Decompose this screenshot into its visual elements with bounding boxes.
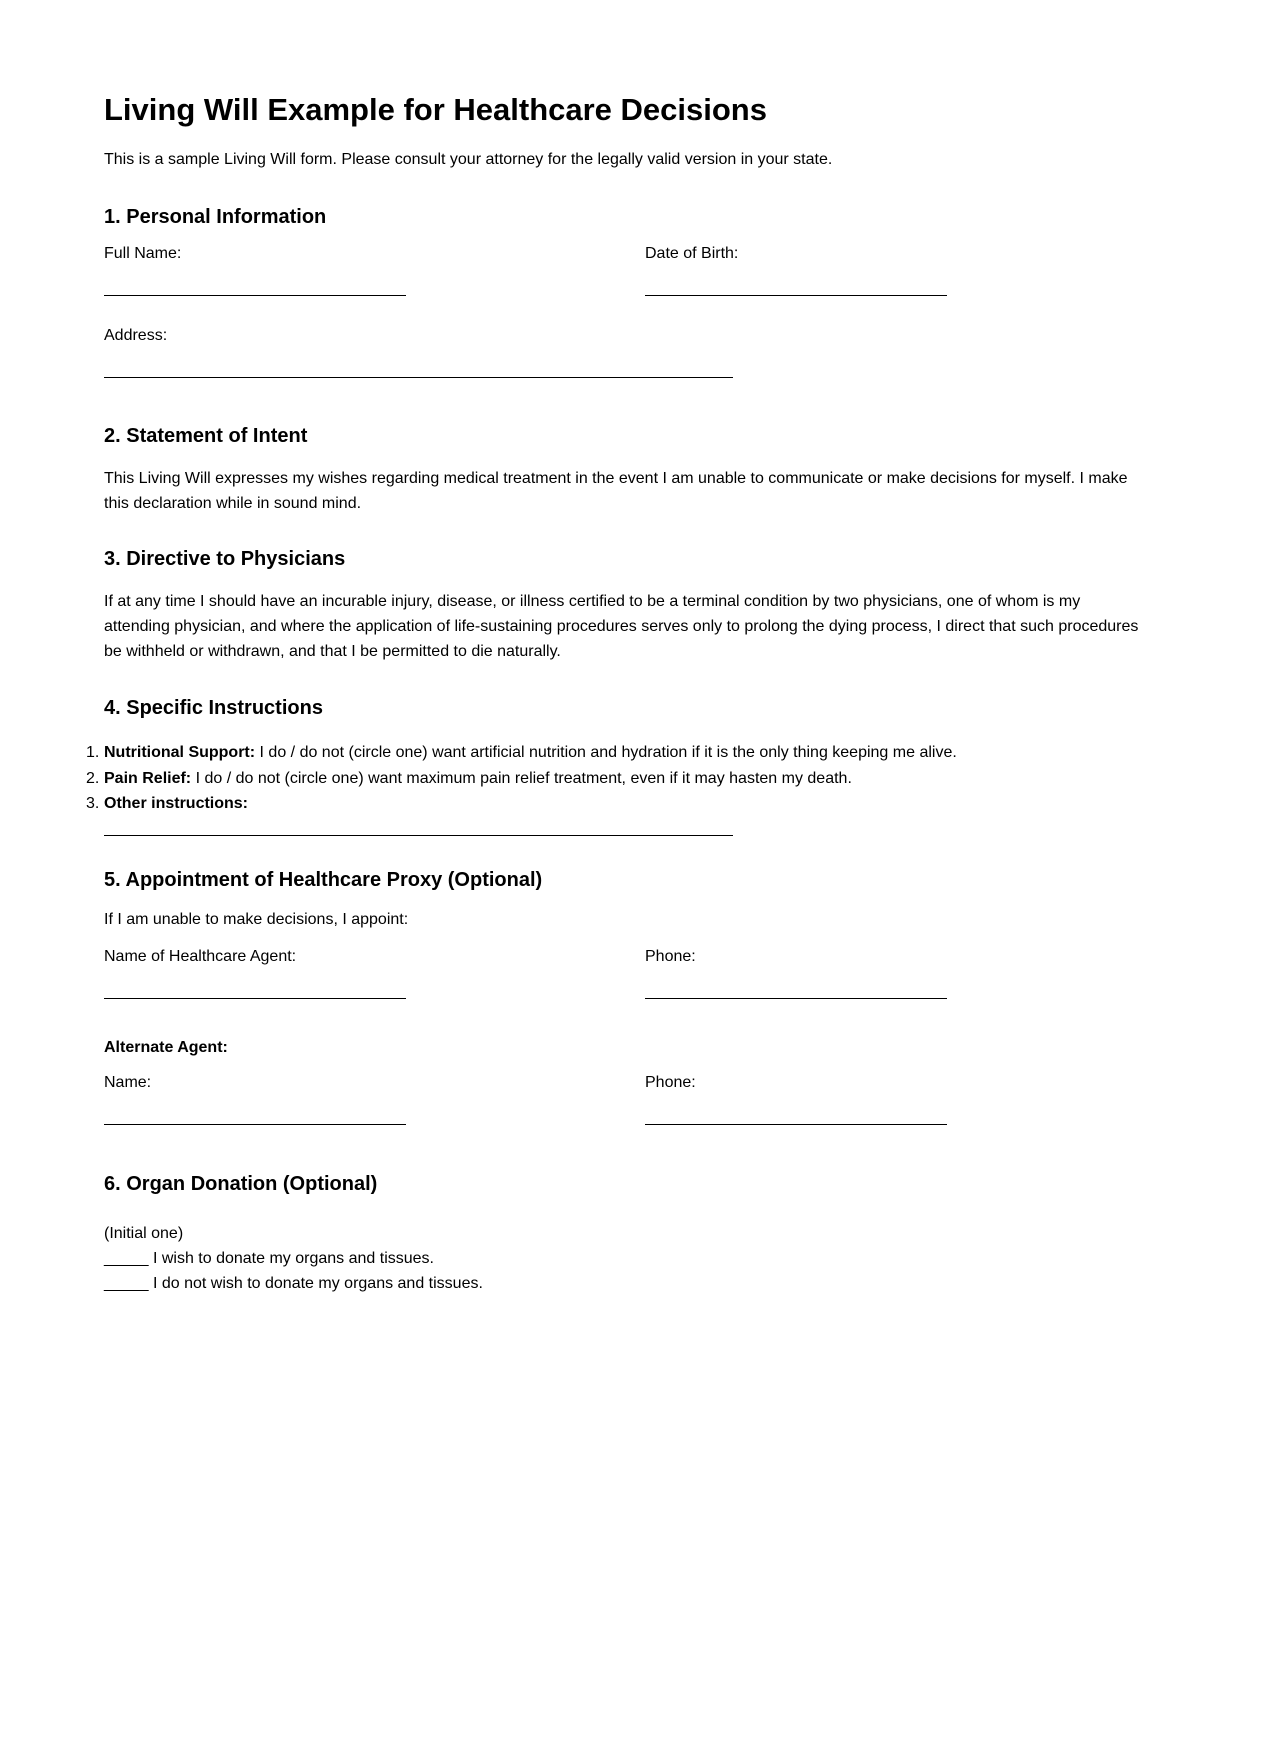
- organ-options: [104, 1221, 483, 1296]
- section-proxy-heading: 5. Appointment of Healthcare Proxy (Optional): [104, 869, 543, 891]
- alt-phone-field[interactable]: [645, 1124, 947, 1125]
- section-personal-heading: 1. Personal Information: [104, 206, 327, 228]
- list-item-label: Nutritional Support:: [104, 744, 256, 761]
- address-label: Address:: [104, 327, 168, 344]
- dob-label: Date of Birth:: [645, 245, 739, 262]
- proxy-intro: If I am unable to make decisions, I appoint:: [104, 911, 409, 928]
- address-field[interactable]: [104, 377, 733, 378]
- list-item-label: Other instructions:: [104, 795, 249, 812]
- alt-phone-label: Phone:: [645, 1074, 696, 1091]
- full-name-label: Full Name:: [104, 245, 182, 262]
- organ-note: (Initial one): [104, 1225, 184, 1242]
- alternate-agent-heading: Alternate Agent:: [104, 1039, 228, 1056]
- other-instructions-field[interactable]: [104, 835, 733, 836]
- directive-text: If at any time I should have an incurable injury, disease, or illness certified to be a terminal condition by two physicians, one of whom is my attending physician, and where the application of life-sustaining procedures serves only to prolong the dying process, I direct that such procedures be withheld or withdrawn, and that I be permitted to die naturally.: [104, 593, 1139, 660]
- section-organ-heading: 6. Organ Donation (Optional): [104, 1173, 378, 1195]
- list-item-number: 3.: [86, 795, 100, 812]
- list-item: [86, 766, 957, 792]
- list-item-text: I do / do not (circle one) want artificial nutrition and hydration if it is the only thing keeping me alive.: [255, 744, 957, 761]
- list-item-text: I do / do not (circle one) want maximum pain relief treatment, even if it may hasten my death.: [191, 769, 852, 787]
- list-item-number: 1.: [86, 744, 100, 761]
- alt-name-field[interactable]: [104, 1124, 406, 1125]
- instructions-list: [86, 740, 957, 817]
- organ-option-no[interactable]: [104, 1271, 483, 1296]
- agent-name-label: Name of Healthcare Agent:: [104, 948, 297, 965]
- full-name-field[interactable]: [104, 295, 406, 296]
- organ-option-no-text: I do not wish to donate my organs and tissues.: [148, 1275, 483, 1292]
- section-directive-heading: 3. Directive to Physicians: [104, 548, 346, 570]
- organ-option-yes-text: I wish to donate my organs and tissues.: [148, 1250, 434, 1267]
- agent-phone-label: Phone:: [645, 948, 696, 965]
- list-item: [86, 791, 957, 817]
- agent-name-field[interactable]: [104, 998, 406, 999]
- intro-text: This is a sample Living Will form. Please consult your attorney for the legally valid version in your state.: [104, 151, 833, 168]
- organ-option-yes[interactable]: [104, 1246, 483, 1271]
- section-intent-heading: 2. Statement of Intent: [104, 425, 308, 447]
- list-item: [86, 740, 957, 766]
- dob-field[interactable]: [645, 295, 947, 296]
- alt-name-label: Name:: [104, 1074, 152, 1091]
- list-item-label: Pain Relief:: [104, 769, 192, 787]
- intent-text: This Living Will expresses my wishes regarding medical treatment in the event I am unable to communicate or make decisions for myself. I make this declaration while in sound mind.: [104, 470, 1128, 512]
- agent-phone-field[interactable]: [645, 998, 947, 999]
- initial-blank[interactable]: _____: [104, 1275, 149, 1292]
- document-title: Living Will Example for Healthcare Decisions: [104, 92, 767, 127]
- list-item-number: 2.: [86, 769, 100, 787]
- section-instructions-heading: 4. Specific Instructions: [104, 697, 323, 719]
- initial-blank[interactable]: _____: [104, 1250, 149, 1267]
